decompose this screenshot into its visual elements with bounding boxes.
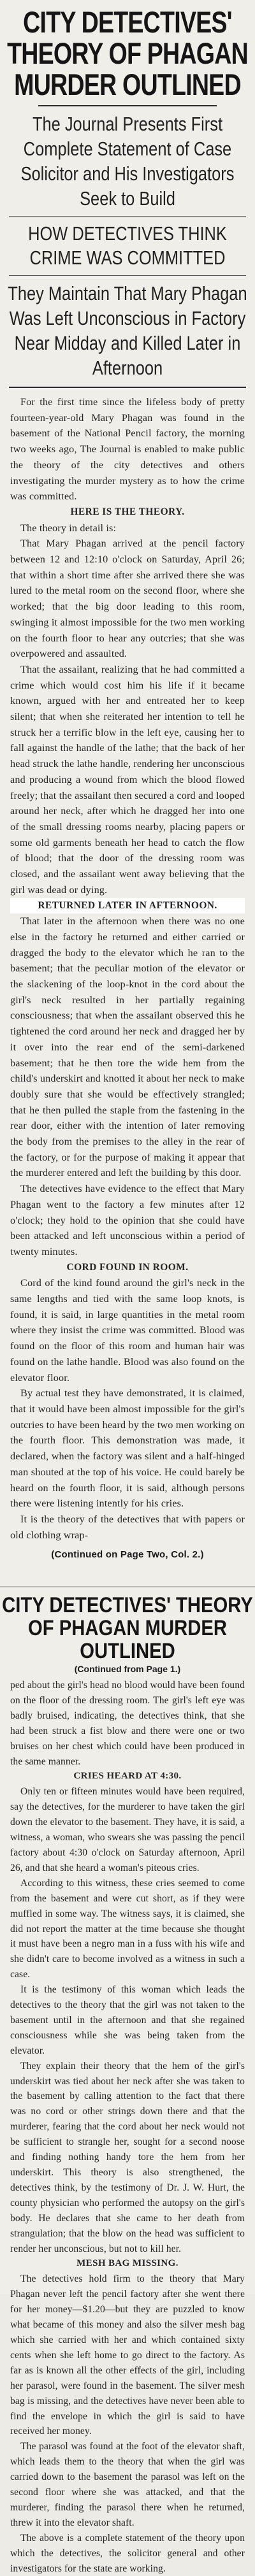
paragraph: The detectives have evidence to the effect that Mary Phagan went to the factory a few minutes after 12 o'clock; they hold to the opinion that she could have been attacked and left unconscious within a period of twenty minutes. — [10, 1183, 245, 1257]
paragraph: It is the testimony of this woman which leads the detectives to the theory that the girl was not taken to the basement until in the afternoon and that she regained consciousness while she was being taken from the elevator. — [10, 1984, 245, 2056]
subheading: CORD FOUND IN ROOM. — [66, 1261, 189, 1273]
deck-rule — [9, 216, 246, 217]
paragraph: The above is a complete statement of the theory upon which the detectives, the solicitor general and other investigators for the state are working. — [10, 2532, 245, 2574]
headline-deck: The Journal Presents First Complete Statement of Case Solicitor and His Investigators Seek to Build — [20, 113, 235, 210]
page-two-clipping — [0, 1586, 255, 2574]
paragraph: That Mary Phagan arrived at the pencil factory between 12 and 12:10 o'clock on Saturday, April 26; that within a short time after she arrived there she was lured to the metal room on the second floor, where she worked; that the big door leading to this room, swinging it almost impossible for the two men working on the fourth floor to hear any outcries; that she was overpowered and assaulted. — [10, 538, 245, 660]
deck-rule-2 — [9, 275, 246, 276]
paragraph: They explain their theory that the hem of the girl's underskirt was tied about her neck after she was taken to the basement by calling attention to the fact that there was no cord or other strings down there and that the murderer, fearing that the cord about her neck would not be sufficient to strangle her, sought for a second noose and finding nothing handy tore the hem from her underskirt. This theory is also strengthened, the detectives think, by the testimony of Dr. J. W. Hurt, the county physician who performed the autopsy on the girl's body. He declares that she came to her death from strangulation; that the blow on the head was sufficient to render her unconscious, but not to kill her. — [10, 2060, 245, 2254]
paragraph: It is the theory of the detectives that with papers or old clothing wrap- — [10, 1513, 245, 1541]
continuation-headline: CITY DETECTIVES' THEORY OF PHAGAN MURDER OUTLINED — [2, 1593, 253, 1663]
subheading: RETURNED LATER IN AFTERNOON. — [10, 898, 245, 914]
headline-deck-2: HOW DETECTIVES THINK CRIME WAS COMMITTED — [28, 222, 227, 269]
paragraph: By actual test they have demonstrated, it is claimed, that it would have been almost impossible for the girl's outcries to have been heard by the two men working on the fourth floor. This demonstration was made, it declared, when the factory was silent and a half-hinged man shouted at the top of his voice. He could barely be heard on the fourth floor, it is said, although persons there were listening intently for his cries. — [10, 1387, 245, 1510]
paragraph: Only ten or fifteen minutes would have been required, say the detectives, for the murderer to have taken the girl down the elevator to the basement. They have, it is said, a witness, a woman, who swears she was passing the pencil factory about 4:30 o'clock on Saturday afternoon, April 26, and that she heard a woman's piteous cries. — [10, 1786, 245, 1873]
subheading: MESH BAG MISSING. — [76, 2258, 178, 2269]
headline-deck-3: They Maintain That Mary Phagan Was Left Unconscious in Factory Near Midday and Killed Later in Afternoon — [8, 282, 247, 379]
paragraph: For the first time since the lifeless body of pretty fourteen-year-old Mary Phagan was found in the basement of the National Pencil factory, the morning two weeks ago, The Journal is enabled to make public the theory of the city detectives and others investigating the murder mystery as to how the crime was committed. — [10, 396, 245, 503]
paragraph: Cord of the kind found around the girl's neck in the same lengths and tied with the same loop knots, is found, it is said, in large quantities in the metal room where they insist the crime was committed. Blood was found on the floor of this room and human hair was found on the lathe handle. Blood was also found on the elevator floor. — [10, 1277, 245, 1384]
paragraph: That the assailant, realizing that he had committed a crime which would cost him his life if it became known, argued with her and entreated her to keep silent; that when she reiterated her intention to tell he struck her a terrific blow in the left eye, causing her to fall against the handle of the lathe; that the back of her head struck the lathe handle, rendering her unconscious and producing a wound from which the blood flowed freely; that the assailant then secured a cord and looped around her neck, after which he dragged her into one of the small dressing rooms nearby, placing papers or some old garments beneath her head to catch the flow of blood; that the door of the dressing room was closed, and the assailant went away believing that the girl was dead or dying. — [10, 663, 245, 896]
paragraph: The detectives hold firm to the theory that Mary Phagan never left the pencil factory after she went there for her money—$1.20—but they are puzzled to know what became of this money and also the silver mesh bag which she carried with her and which contained sixty cents when she left home to go direct to the factory. As far as is known all the other effects of the girl, including her parasol, were found in the basement. The silver mesh bag is missing, and the detectives have never been able to find the envelope in which the girl is said to have received her money. — [10, 2273, 245, 2437]
main-headline: CITY DETECTIVES' THEORY OF PHAGAN MURDER OUTLINED — [7, 5, 248, 101]
continued-from-notice: (Continued from Page 1.) — [74, 1664, 181, 1674]
paragraph: The theory in detail is: — [20, 522, 117, 534]
paragraph: According to this witness, these cries seemed to come from the basement and were cut short, as if they were muffled in some way. The witness says, it is claimed, she did not report the matter at the time because she thought it must have been a negro man in a fuss with his wife and she didn't care to become involved as a witness in such a case. — [10, 1877, 245, 1980]
paragraph: The parasol was found at the foot of the elevator shaft, which leads them to the theory that when the girl was carried down to the basement the parasol was left on the second floor where she was attacked, and that the murderer, finding the parasol there when he returned, threw it into the elevator shaft. — [10, 2441, 245, 2528]
paragraph: ped about the girl's head no blood would have been found on the floor of the dressing room. The girl's left eye was badly bruised, indicating, the detectives think, that she had been struck a fist blow and there were one or two bruises on her chest which could have been produced in the same manner. — [10, 1680, 245, 1767]
subheading: CRIES HEARD AT 4:30. — [73, 1771, 182, 1782]
headline-rule — [38, 105, 217, 106]
continued-notice: (Continued on Page Two, Col. 2.) — [51, 1549, 204, 1561]
paragraph: That later in the afternoon when there was no one else in the factory he returned and either carried or dragged the body to the elevator which he ran to the basement; that the peculiar motion of the elevator or the slackening of the loop-knot in the cord about the girl's neck resulted in her partially regaining consciousness; that when the assailant observed this he tightened the cord around her neck and dragged her by it over into the rear end of the semi-darkened basement; that he then tore the wide hem from the child's underskirt and knotted it about her neck to make doubly sure that she would be effectively strangled; that he then pulled the staple from the fastening in the rear door, either with the intention of later removing the body from the premises to the alley in the rear of the factory, or for the purpose of making it appear that the murderer entered and left the building by this door. — [10, 915, 245, 1179]
subheading: HERE IS THE THEORY. — [70, 506, 185, 517]
continuation-body — [10, 1678, 245, 2576]
article-body — [10, 394, 245, 1543]
body-rule — [9, 387, 246, 388]
